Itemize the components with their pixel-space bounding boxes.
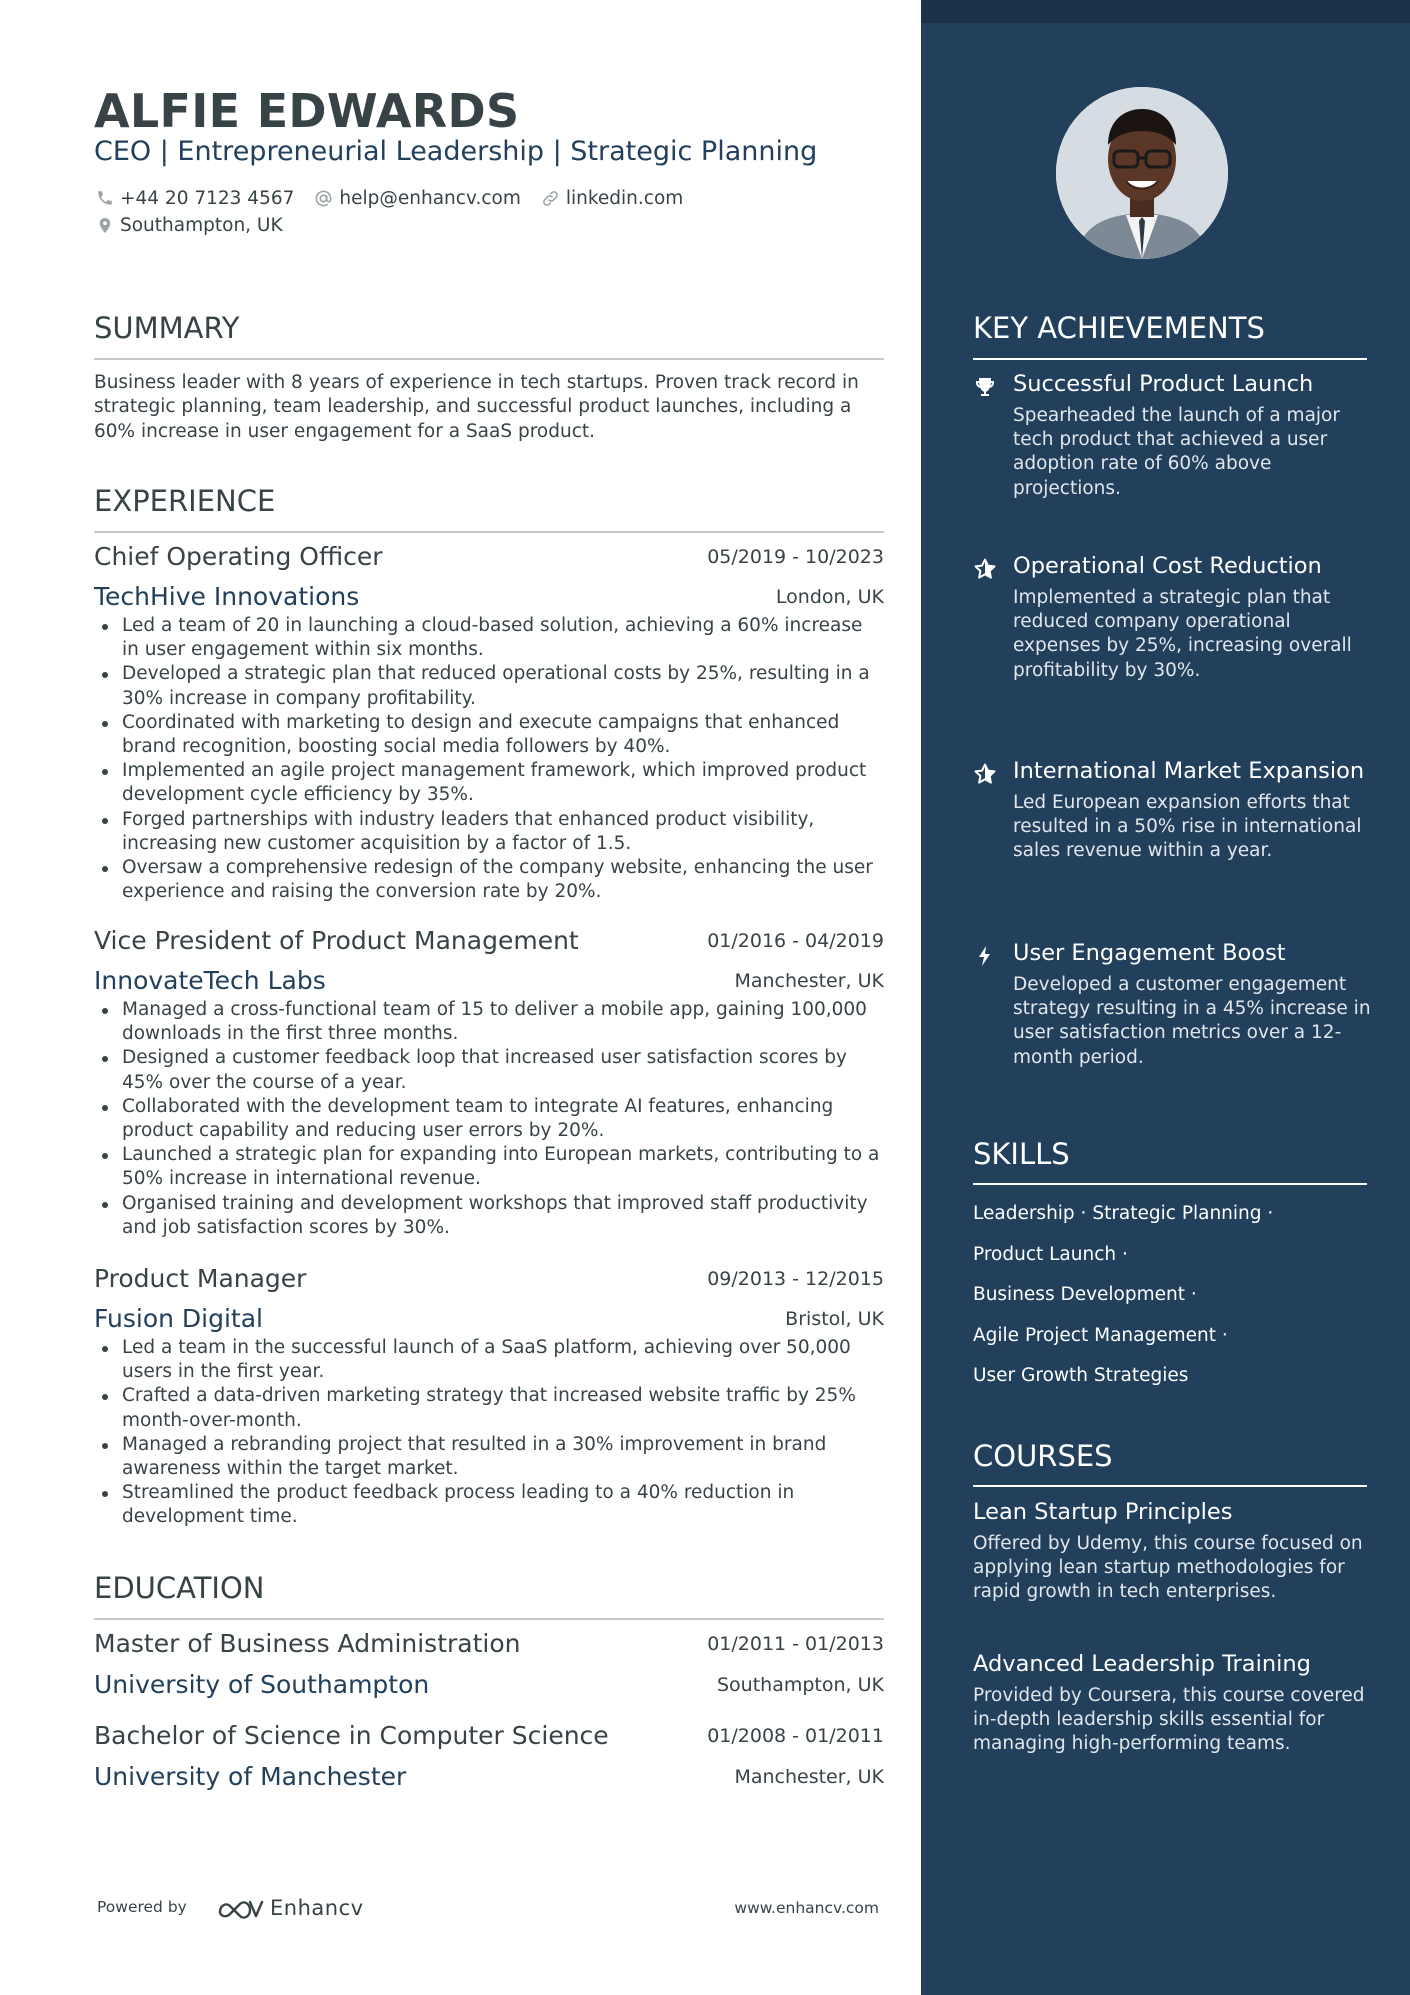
achievement-desc: Spearheaded the launch of a major tech product that achieved a user adoption rate of 60% above projections. bbox=[1013, 405, 1340, 499]
job-bullet: Designed a customer feedback loop that increased user satisfaction scores by 45% over the course of a year. bbox=[94, 1046, 884, 1094]
achievement-desc: Implemented a strategic plan that reduced company operational expenses by 25%, increasing overall profitability by 30%. bbox=[1013, 587, 1352, 681]
job-bullet: Developed a strategic plan that reduced operational costs by 25%, resulting in a 30% increase in company profitability. bbox=[94, 662, 884, 710]
job-entry bbox=[94, 1264, 884, 1530]
courses-heading: COURSES bbox=[973, 1439, 1113, 1473]
summary-divider bbox=[94, 358, 884, 360]
trophy-icon bbox=[973, 375, 997, 399]
candidate-headline: CEO | Entrepreneurial Leadership | Strategic Planning bbox=[94, 136, 818, 167]
location-text: Southampton, UK bbox=[120, 214, 283, 236]
job-title: Chief Operating Officer bbox=[94, 542, 383, 571]
profile-photo bbox=[1056, 87, 1228, 259]
job-bullet: Led a team in the successful launch of a SaaS platform, achieving over 50,000 users in the first year. bbox=[94, 1336, 884, 1384]
degree-title: Bachelor of Science in Computer Science bbox=[94, 1721, 609, 1750]
course-desc: Provided by Coursera, this course covered in-depth leadership skills essential for managing high-performing teams. bbox=[973, 1685, 1365, 1755]
achievement-title: User Engagement Boost bbox=[1013, 940, 1286, 966]
phone-text: +44 20 7123 4567 bbox=[120, 187, 295, 209]
link-icon bbox=[541, 189, 560, 208]
job-company: Fusion Digital bbox=[94, 1304, 263, 1333]
school-name: University of Southampton bbox=[94, 1670, 430, 1699]
course-item bbox=[973, 1650, 1373, 1757]
contact-phone[interactable] bbox=[96, 188, 294, 209]
achievements-divider bbox=[973, 358, 1367, 360]
school-location: Manchester, UK bbox=[734, 1766, 884, 1788]
achievement-desc: Led European expansion efforts that resulted in a 50% rise in international sales revenue within a year. bbox=[1013, 792, 1362, 862]
job-bullet: Coordinated with marketing to design and execute campaigns that enhanced brand recognition, boosting social media followers by 40%. bbox=[94, 711, 884, 759]
star-icon bbox=[973, 762, 997, 786]
job-location: Manchester, UK bbox=[734, 970, 884, 992]
job-dates: 05/2019 - 10/2023 bbox=[707, 546, 884, 568]
star-icon bbox=[973, 557, 997, 581]
sidebar bbox=[921, 0, 1410, 1995]
candidate-name: ALFIE EDWARDS bbox=[94, 84, 520, 138]
achievements-heading: KEY ACHIEVEMENTS bbox=[973, 311, 1265, 345]
contact-email[interactable] bbox=[314, 188, 520, 209]
at-icon bbox=[314, 189, 333, 208]
job-entry bbox=[94, 926, 884, 1240]
footer-url[interactable]: www.enhancv.com bbox=[734, 1899, 879, 1917]
linkedin-text: linkedin.com bbox=[565, 187, 684, 209]
enhancv-brand: Enhancv bbox=[270, 1896, 364, 1920]
skills-list bbox=[973, 1194, 1373, 1397]
job-bullet: Led a team of 20 in launching a cloud-based solution, achieving a 60% increase in user engagement within six months. bbox=[94, 614, 884, 662]
skill-line: User Growth Strategies bbox=[973, 1365, 1189, 1386]
job-bullets bbox=[94, 998, 884, 1240]
job-bullet: Managed a cross-functional team of 15 to deliver a mobile app, gaining 100,000 downloads in the first three months. bbox=[94, 998, 884, 1046]
degree-title: Master of Business Administration bbox=[94, 1629, 521, 1658]
job-bullets bbox=[94, 614, 884, 904]
courses-divider bbox=[973, 1485, 1367, 1487]
education-dates: 01/2011 - 01/2013 bbox=[707, 1633, 884, 1655]
email-text: help@enhancv.com bbox=[339, 187, 521, 209]
skill-line: Business Development · bbox=[973, 1284, 1197, 1305]
job-bullet: Organised training and development workshops that improved staff productivity and job satisfaction scores by 30%. bbox=[94, 1192, 884, 1240]
job-bullet: Streamlined the product feedback process leading to a 40% reduction in development time. bbox=[94, 1481, 884, 1529]
skill-line: Leadership · Strategic Planning · bbox=[973, 1203, 1274, 1224]
job-bullet: Forged partnerships with industry leaders that enhanced product visibility, increasing new customer acquisition by a factor of 1.5. bbox=[94, 808, 884, 856]
school-location: Southampton, UK bbox=[717, 1674, 884, 1696]
skills-heading: SKILLS bbox=[973, 1137, 1070, 1171]
course-item bbox=[973, 1498, 1373, 1605]
experience-divider bbox=[94, 531, 884, 533]
sidebar-top-band bbox=[921, 0, 1410, 23]
skill-line: Product Launch · bbox=[973, 1243, 1128, 1265]
education-dates: 01/2008 - 01/2011 bbox=[707, 1725, 884, 1747]
contact-info bbox=[96, 185, 703, 239]
summary-text: Business leader with 8 years of experience in tech startups. Proven track record in strategic planning, team leadership, and successful product launches, including a 60% increase in user engagement for a SaaS product. bbox=[94, 372, 859, 442]
contact-linkedin[interactable] bbox=[541, 188, 683, 209]
job-bullets bbox=[94, 1336, 884, 1530]
job-bullet: Oversaw a comprehensive redesign of the company website, enhancing the user experience and raising the conversion rate by 20%. bbox=[94, 856, 884, 904]
job-location: Bristol, UK bbox=[785, 1308, 884, 1330]
achievement-item bbox=[973, 757, 1373, 864]
powered-by-label: Powered by bbox=[97, 1898, 187, 1916]
achievement-item bbox=[973, 370, 1373, 501]
course-title: Advanced Leadership Training bbox=[973, 1651, 1311, 1677]
education-entry bbox=[94, 1721, 884, 1796]
enhancv-logo[interactable] bbox=[216, 1896, 364, 1920]
education-heading: EDUCATION bbox=[94, 1571, 265, 1605]
achievement-item bbox=[973, 552, 1373, 683]
education-entry bbox=[94, 1629, 884, 1704]
achievement-title: Successful Product Launch bbox=[1013, 371, 1314, 397]
job-bullet: Launched a strategic plan for expanding into European markets, contributing to a 50% increase in international revenue. bbox=[94, 1143, 884, 1191]
achievement-item bbox=[973, 939, 1373, 1070]
enhancv-logo-icon bbox=[216, 1896, 264, 1920]
course-desc: Offered by Udemy, this course focused on applying lean startup methodologies for rapid growth in tech enterprises. bbox=[973, 1533, 1363, 1603]
education-divider bbox=[94, 1618, 884, 1620]
achievement-title: International Market Expansion bbox=[1013, 758, 1365, 784]
course-title: Lean Startup Principles bbox=[973, 1499, 1233, 1525]
experience-heading: EXPERIENCE bbox=[94, 484, 276, 518]
profile-photo-image bbox=[1056, 87, 1228, 259]
job-title: Product Manager bbox=[94, 1264, 307, 1293]
job-bullet: Implemented an agile project management framework, which improved product development cycle efficiency by 35%. bbox=[94, 759, 884, 807]
achievement-title: Operational Cost Reduction bbox=[1013, 553, 1322, 579]
job-location: London, UK bbox=[775, 586, 884, 608]
job-dates: 01/2016 - 04/2019 bbox=[707, 930, 884, 952]
school-name: University of Manchester bbox=[94, 1762, 407, 1791]
skill-line: Agile Project Management · bbox=[973, 1324, 1228, 1346]
job-dates: 09/2013 - 12/2015 bbox=[707, 1268, 884, 1290]
job-bullet: Managed a rebranding project that resulted in a 30% improvement in brand awareness within the target market. bbox=[94, 1433, 884, 1481]
job-company: TechHive Innovations bbox=[94, 582, 360, 611]
achievement-desc: Developed a customer engagement strategy resulting in a 45% increase in user satisfaction metrics over a 12-month period. bbox=[1013, 974, 1371, 1068]
job-entry bbox=[94, 542, 884, 904]
location-pin-icon bbox=[96, 216, 114, 235]
job-bullet: Crafted a data-driven marketing strategy that increased website traffic by 25% month-over-month. bbox=[94, 1384, 884, 1432]
job-title: Vice President of Product Management bbox=[94, 926, 579, 955]
phone-icon bbox=[96, 189, 114, 207]
contact-location bbox=[96, 215, 283, 236]
summary-heading: SUMMARY bbox=[94, 311, 240, 345]
job-bullet: Collaborated with the development team to integrate AI features, enhancing product capability and reducing user errors by 20%. bbox=[94, 1095, 884, 1143]
bolt-icon bbox=[973, 944, 997, 968]
skills-divider bbox=[973, 1183, 1367, 1185]
job-company: InnovateTech Labs bbox=[94, 966, 326, 995]
